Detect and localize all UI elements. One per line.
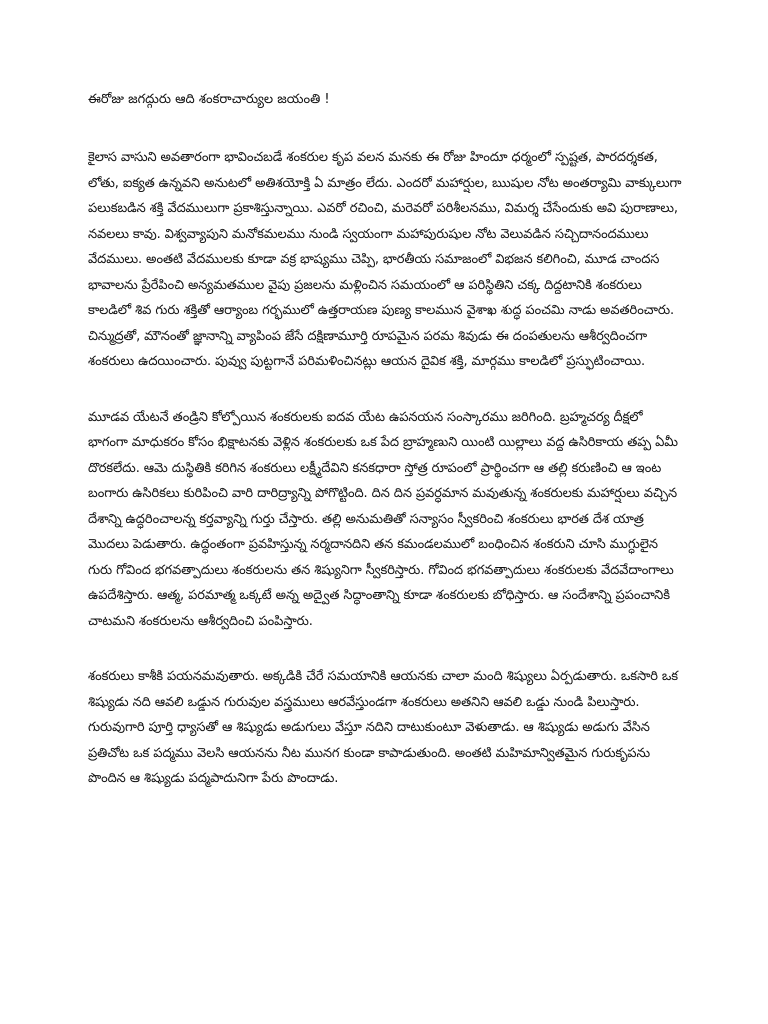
paragraph-2: మూడవ యేటనే తండ్రిని కోల్పోయిన శంకరులకు ఐదవ యేట ఉపనయన సంస్కారము జరిగింది. బ్రహ్మచర్య దీక్షలో భాగంగా మాధుకరం కోసం భిక్షాటనకు వెళ్లిన శంకరులకు ఒక పేద బ్రాహ్మణుని యింటి యిల్లాలు వద్ద ఉసిరికాయ తప్ప ఏమీ దొరకలేదు. ఆమె దుస్థితికి కరిగిన శంకరులు లక్ష్మీదేవిని కనకధారా స్తోత్ర రూపంలో ప్రార్థించగా ఆ తల్లి కరుణించి ఆ ఇంట బంగారు ఉసిరికలు కురిపించి వారి దారిద్ర్యాన్ని పోగొట్టింది. దిన దిన ప్రవర్ధమాన మవుతున్న శంకరులకు మహార్షులు వచ్చిన దేశాన్ని ఉద్ధరించాలన్న కర్తవ్యాన్ని గుర్తు చేస్తారు. తల్లి అనుమతితో సన్యాసం స్వీకరించి శంకరులు భారత దేశ యాత్ర మొదలు పెడుతారు. ఉద్ధంతంగా ప్రవహిస్తున్న నర్మదానదిని తన కమండలములో బంధించిన శంకరుని చూసి ముగ్ధులైన గురు గోవింద భగవత్పాదులు శంకరులను తన శిష్యునిగా స్వీకరిస్తారు. గోవింద భగవత్పాదులు శంకరులకు వేదవేదాంగాలు ఉపదేశిస్తారు. ఆత్మ, పరమాత్మ ఒక్కటే అన్న అద్వైత సిద్ధాంతాన్ని కూడా శంకరులకు బోధిస్తారు. ఆ సందేశాన్ని ప్రపంచానికి చాటమని శంకరులను ఆశీర్వదించి పంపిస్తారు. [88, 409, 678, 629]
paragraph-1: కైలాస వాసుని అవతారంగా భావించబడే శంకరుల కృప వలన మనకు ఈ రోజు హిందూ ధర్మంలో స్పష్టత, పారదర్శకత, లోతు, ఐక్యత ఉన్నవని అనుటలో అతిశయోక్తి ఏ మాత్రం లేదు. ఎందరో మహార్షుల, ఋషుల నోట అంతర్యామి వాక్కులుగా పలుకబడిన శక్తి వేదములుగా ప్రకాశిస్తున్నాయి. ఎవరో రచించి, మరెవరో పరిశీలనము, విమర్శ చేసేందుకు అవి పురాణాలు, నవలలు కావు. విశ్వవ్యాపుని మనోకమలము నుండి స్వయంగా మహాపురుషుల నోట వెలువడిన సచ్చిదానందములు వేదములు. అంతటి వేదములకు కూడా వక్ర భాష్యము చెప్పి, భారతీయ సమాజంలో విభజన కలిగించి, మూడ చాందస భావాలను ప్రేరేపించి అన్యమతముల వైపు ప్రజలను మళ్లించిన సమయంలో ఆ పరిస్థితిని చక్క దిద్దటానికి శంకరులు కాలడిలో శివ గురు శక్తితో ఆర్యాంబ గర్భములో ఉత్తరాయణ పుణ్య కాలమున వైశాఖ శుద్ధ పంచమి నాడు అవతరించారు. చిన్ముద్రతో, మౌనంతో జ్ఞానాన్ని వ్యాపింప జేసే దక్షిణామూర్తి రూపమైన పరమ శివుడు ఈ దంపతులను ఆశీర్వదించగా శంకరులు ఉదయించారు. పువ్వు పుట్టగానే పరిమళించినట్లు ఆయన దైవిక శక్తి, మార్గము కాలడిలో ప్రస్ఫుటించాయి. [88, 150, 682, 369]
paragraph-3: శంకరులు కాశీకి పయనమవుతారు. అక్కడికి చేరే సమయానికి ఆయనకు చాలా మంది శిష్యులు ఏర్పడుతారు. ఒకసారి ఒక శిష్యుడు నది ఆవలి ఒడ్డున గురువుల వస్త్రములు ఆరవేస్తుండగా శంకరులు అతనిని ఆవలి ఒడ్డు నుండి పిలుస్తారు. గురువుగారి పూర్తి ధ్యాసతో ఆ శిష్యుడు అడుగులు వేస్తూ నదిని దాటుకుంటూ వెళుతాడు. ఆ శిష్యుడు అడుగు వేసిన ప్రతిచోట ఒక పద్మము వెలసి ఆయనను నీట మునగ కుండా కాపాడుతుంది. అంతటి మహిమాన్వితమైన గురుకృపను పొందిన ఆ శిష్యుడు పద్మపాదునిగా పేరు పొందాడు. [88, 669, 678, 786]
document-title: ఈరోజు జగద్గురు ఆది శంకరాచార్యుల జయంతి ! [88, 92, 330, 107]
document-page [88, 88, 686, 792]
